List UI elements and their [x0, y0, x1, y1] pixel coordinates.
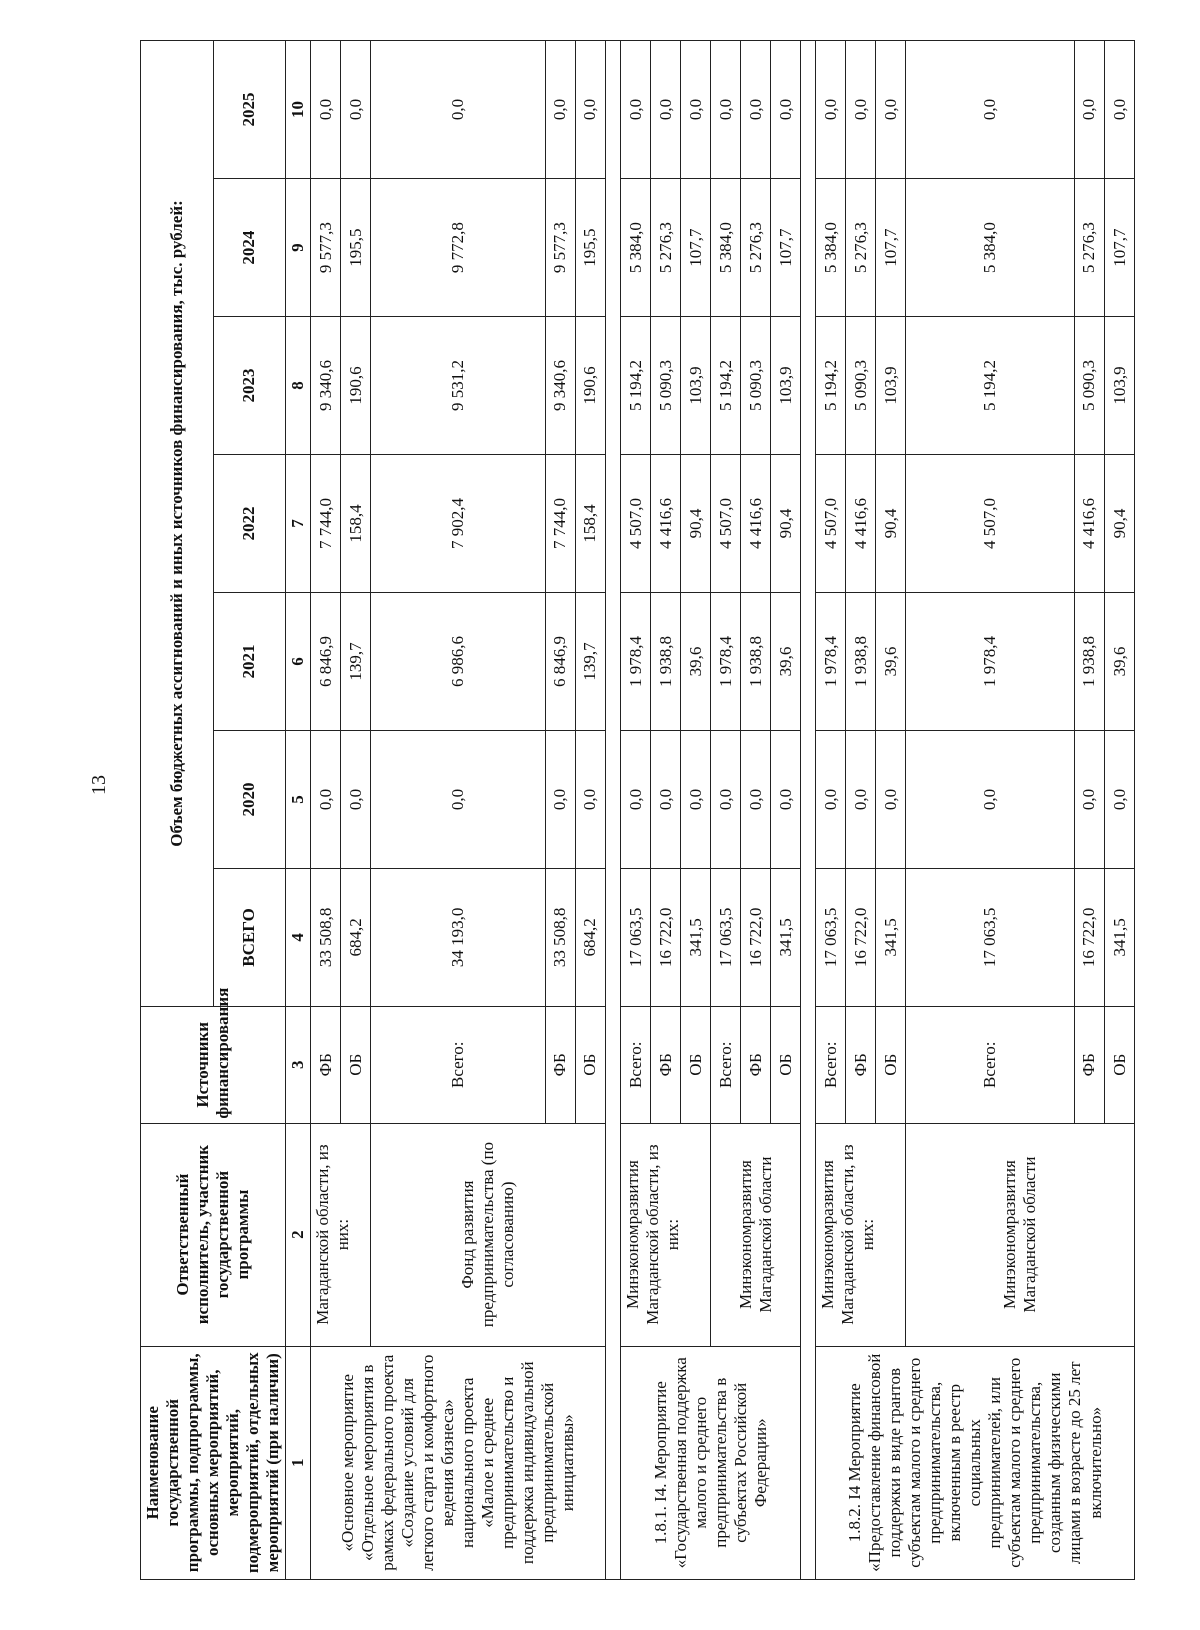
funding-value: 7 744,0 — [311, 455, 341, 593]
funding-value: 16 722,0 — [741, 868, 771, 1006]
funding-source: ФБ — [311, 1006, 341, 1123]
funding-value: 1 978,4 — [711, 593, 741, 731]
funding-value: 341,5 — [771, 868, 801, 1006]
year-header: ВСЕГО — [213, 868, 286, 1006]
funding-value: 0,0 — [371, 730, 545, 868]
funding-value: 158,4 — [341, 455, 371, 593]
funding-value: 5 194,2 — [816, 317, 846, 455]
funding-value: 1 978,4 — [816, 593, 846, 731]
funding-value: 5 384,0 — [711, 179, 741, 317]
funding-value: 4 416,6 — [741, 455, 771, 593]
funding-value: 341,5 — [1104, 868, 1134, 1006]
funding-value: 139,7 — [341, 593, 371, 731]
funding-source: Всего: — [816, 1006, 846, 1123]
funding-source: ФБ — [741, 1006, 771, 1123]
funding-value: 0,0 — [906, 41, 1074, 179]
funding-value: 6 986,6 — [371, 593, 545, 731]
funding-value: 34 193,0 — [371, 868, 545, 1006]
funding-value: 0,0 — [741, 41, 771, 179]
measure-name: 1.8.2. I4 Мероприятие «Предоставление финансовой поддержки в виде грантов субъектам малого и среднего предпринимательства, включенным в реестр социальных предпринимателей, или субъектам малого и среднего предпринимательства, созданным физическими лицами в возрасте до 25 лет включительно» — [816, 1346, 1135, 1579]
funding-value: 9 577,3 — [545, 179, 575, 317]
funding-value: 9 531,2 — [371, 317, 545, 455]
year-header: 2024 — [213, 179, 286, 317]
funding-source: ОБ — [876, 1006, 906, 1123]
funding-source: Всего: — [621, 1006, 651, 1123]
col-number: 2 — [286, 1123, 311, 1346]
page-number: 13 — [88, 775, 110, 795]
funding-value: 0,0 — [621, 41, 651, 179]
funding-value: 103,9 — [771, 317, 801, 455]
funding-value: 0,0 — [906, 730, 1074, 868]
funding-value: 9 340,6 — [545, 317, 575, 455]
funding-value: 5 090,3 — [651, 317, 681, 455]
year-header: 2025 — [213, 41, 286, 179]
funding-value: 1 978,4 — [621, 593, 651, 731]
funding-value: 5 090,3 — [1074, 317, 1104, 455]
funding-value: 107,7 — [771, 179, 801, 317]
funding-value: 0,0 — [545, 41, 575, 179]
measure-name: «Основное мероприятие «Отдельное мероприятия в рамках федерального проекта «Создание условий для легкого старта и комфортного ведения бизнеса» национального проекта «Малое и среднее предпринимательство и поддержка индивидуальной предпринимательской инициативы» — [311, 1346, 606, 1579]
funding-value: 107,7 — [876, 179, 906, 317]
funding-value: 0,0 — [651, 730, 681, 868]
funding-value: 9 340,6 — [311, 317, 341, 455]
funding-value: 0,0 — [341, 730, 371, 868]
funding-value: 5 090,3 — [846, 317, 876, 455]
funding-value: 6 846,9 — [545, 593, 575, 731]
funding-source: ФБ — [1074, 1006, 1104, 1123]
funding-value: 103,9 — [681, 317, 711, 455]
funding-value: 0,0 — [371, 41, 545, 179]
funding-value: 0,0 — [1104, 730, 1134, 868]
funding-value: 90,4 — [1104, 455, 1134, 593]
funding-value: 0,0 — [876, 41, 906, 179]
col-number: 5 — [286, 730, 311, 868]
funding-value: 17 063,5 — [621, 868, 651, 1006]
funding-value: 39,6 — [876, 593, 906, 731]
funding-value: 5 194,2 — [711, 317, 741, 455]
executor: Магаданской области, из них: — [311, 1123, 371, 1346]
funding-value: 0,0 — [311, 41, 341, 179]
funding-value: 6 846,9 — [311, 593, 341, 731]
funding-value: 107,7 — [1104, 179, 1134, 317]
funding-value: 0,0 — [681, 41, 711, 179]
col-number: 7 — [286, 455, 311, 593]
funding-value: 4 507,0 — [816, 455, 846, 593]
funding-value: 341,5 — [876, 868, 906, 1006]
funding-value: 0,0 — [741, 730, 771, 868]
header-funding-title: Объем бюджетных ассигнований и иных источников финансирования, тыс. рублей: — [141, 41, 214, 1007]
measure-name: 1.8.1. I4. Мероприятие «Государственная поддержка малого и среднего предпринимательства в субъектах Российской Федерации» — [621, 1346, 801, 1579]
funding-source: ФБ — [651, 1006, 681, 1123]
funding-value: 0,0 — [771, 41, 801, 179]
funding-value: 195,5 — [575, 179, 605, 317]
funding-value: 39,6 — [681, 593, 711, 731]
header-name: Наименование государственной программы, подпрограммы, основных мероприятий, мероприятий, подмероприятий, отдельных мероприятий (при наличии) — [141, 1346, 286, 1579]
table-row — [621, 41, 651, 1580]
funding-value: 103,9 — [1104, 317, 1134, 455]
col-number: 1 — [286, 1346, 311, 1579]
funding-value: 5 276,3 — [846, 179, 876, 317]
funding-value: 39,6 — [1104, 593, 1134, 731]
funding-source: Всего: — [371, 1006, 545, 1123]
funding-value: 0,0 — [1074, 41, 1104, 179]
funding-value: 90,4 — [876, 455, 906, 593]
year-header: 2020 — [213, 730, 286, 868]
funding-value: 139,7 — [575, 593, 605, 731]
funding-value: 5 384,0 — [816, 179, 846, 317]
table-row — [311, 41, 341, 1580]
block-separator — [801, 41, 816, 1580]
funding-value: 7 744,0 — [545, 455, 575, 593]
separator-cell — [801, 41, 816, 1580]
funding-value: 0,0 — [575, 41, 605, 179]
funding-value: 4 507,0 — [711, 455, 741, 593]
funding-source: Всего: — [711, 1006, 741, 1123]
executor-participant: Минэкономразвития Магаданской области — [906, 1123, 1135, 1346]
funding-value: 17 063,5 — [711, 868, 741, 1006]
funding-value: 103,9 — [876, 317, 906, 455]
funding-value: 0,0 — [816, 41, 846, 179]
funding-source: ОБ — [771, 1006, 801, 1123]
funding-value: 1 938,8 — [651, 593, 681, 731]
funding-value: 107,7 — [681, 179, 711, 317]
rotated-page — [140, 40, 1129, 1580]
year-header: 2023 — [213, 317, 286, 455]
funding-value: 0,0 — [846, 41, 876, 179]
funding-source: ОБ — [681, 1006, 711, 1123]
funding-table — [140, 40, 1135, 1580]
funding-value: 341,5 — [681, 868, 711, 1006]
funding-value: 5 384,0 — [621, 179, 651, 317]
col-number: 9 — [286, 179, 311, 317]
funding-value: 158,4 — [575, 455, 605, 593]
funding-value: 684,2 — [575, 868, 605, 1006]
column-numbers — [286, 41, 311, 1580]
funding-value: 17 063,5 — [816, 868, 846, 1006]
funding-value: 0,0 — [341, 41, 371, 179]
col-number: 8 — [286, 317, 311, 455]
col-number: 10 — [286, 41, 311, 179]
funding-value: 1 978,4 — [906, 593, 1074, 731]
funding-value: 4 507,0 — [906, 455, 1074, 593]
funding-value: 5 276,3 — [1074, 179, 1104, 317]
year-header: 2022 — [213, 455, 286, 593]
funding-value: 0,0 — [311, 730, 341, 868]
funding-value: 5 276,3 — [651, 179, 681, 317]
funding-value: 1 938,8 — [741, 593, 771, 731]
funding-value: 16 722,0 — [651, 868, 681, 1006]
funding-value: 0,0 — [711, 41, 741, 179]
funding-value: 0,0 — [816, 730, 846, 868]
header-executor: Ответственный исполнитель, участник государственной программы — [141, 1123, 286, 1346]
funding-value: 0,0 — [621, 730, 651, 868]
funding-value: 33 508,8 — [545, 868, 575, 1006]
funding-value: 16 722,0 — [1074, 868, 1104, 1006]
funding-value: 33 508,8 — [311, 868, 341, 1006]
funding-value: 0,0 — [1074, 730, 1104, 868]
funding-value: 17 063,5 — [906, 868, 1074, 1006]
funding-value: 190,6 — [341, 317, 371, 455]
header-source: Источники финансирования — [141, 1006, 286, 1123]
funding-value: 0,0 — [876, 730, 906, 868]
funding-value: 190,6 — [575, 317, 605, 455]
funding-value: 5 194,2 — [906, 317, 1074, 455]
funding-source: Всего: — [906, 1006, 1074, 1123]
funding-value: 4 416,6 — [846, 455, 876, 593]
executor: Минэкономразвития Магаданской области, из них: — [816, 1123, 906, 1346]
executor-participant: Минэкономразвития Магаданской области — [711, 1123, 801, 1346]
funding-value: 39,6 — [771, 593, 801, 731]
col-number: 6 — [286, 593, 311, 731]
funding-source: ОБ — [575, 1006, 605, 1123]
executor: Минэкономразвития Магаданской области, из них: — [621, 1123, 711, 1346]
funding-value: 0,0 — [681, 730, 711, 868]
executor-participant: Фонд развития предпринимательства (по согласованию) — [371, 1123, 606, 1346]
separator-cell — [606, 41, 621, 1580]
funding-value: 4 507,0 — [621, 455, 651, 593]
table-body — [311, 41, 1135, 1580]
funding-value: 0,0 — [545, 730, 575, 868]
block-separator — [606, 41, 621, 1580]
funding-value: 1 938,8 — [846, 593, 876, 731]
funding-value: 0,0 — [771, 730, 801, 868]
funding-value: 0,0 — [651, 41, 681, 179]
table-row — [816, 41, 846, 1580]
funding-value: 16 722,0 — [846, 868, 876, 1006]
funding-value: 5 384,0 — [906, 179, 1074, 317]
funding-value: 0,0 — [846, 730, 876, 868]
funding-source: ОБ — [341, 1006, 371, 1123]
funding-value: 4 416,6 — [651, 455, 681, 593]
funding-value: 7 902,4 — [371, 455, 545, 593]
col-number: 4 — [286, 868, 311, 1006]
funding-value: 9 772,8 — [371, 179, 545, 317]
year-header: 2021 — [213, 593, 286, 731]
col-number: 3 — [286, 1006, 311, 1123]
funding-value: 1 938,8 — [1074, 593, 1104, 731]
funding-source: ОБ — [1104, 1006, 1134, 1123]
funding-value: 0,0 — [575, 730, 605, 868]
funding-value: 5 194,2 — [621, 317, 651, 455]
funding-value: 0,0 — [711, 730, 741, 868]
funding-value: 684,2 — [341, 868, 371, 1006]
funding-source: ФБ — [545, 1006, 575, 1123]
funding-value: 9 577,3 — [311, 179, 341, 317]
funding-value: 5 276,3 — [741, 179, 771, 317]
funding-value: 90,4 — [681, 455, 711, 593]
funding-value: 0,0 — [1104, 41, 1134, 179]
funding-value: 5 090,3 — [741, 317, 771, 455]
funding-value: 195,5 — [341, 179, 371, 317]
funding-value: 4 416,6 — [1074, 455, 1104, 593]
funding-source: ФБ — [846, 1006, 876, 1123]
funding-value: 90,4 — [771, 455, 801, 593]
